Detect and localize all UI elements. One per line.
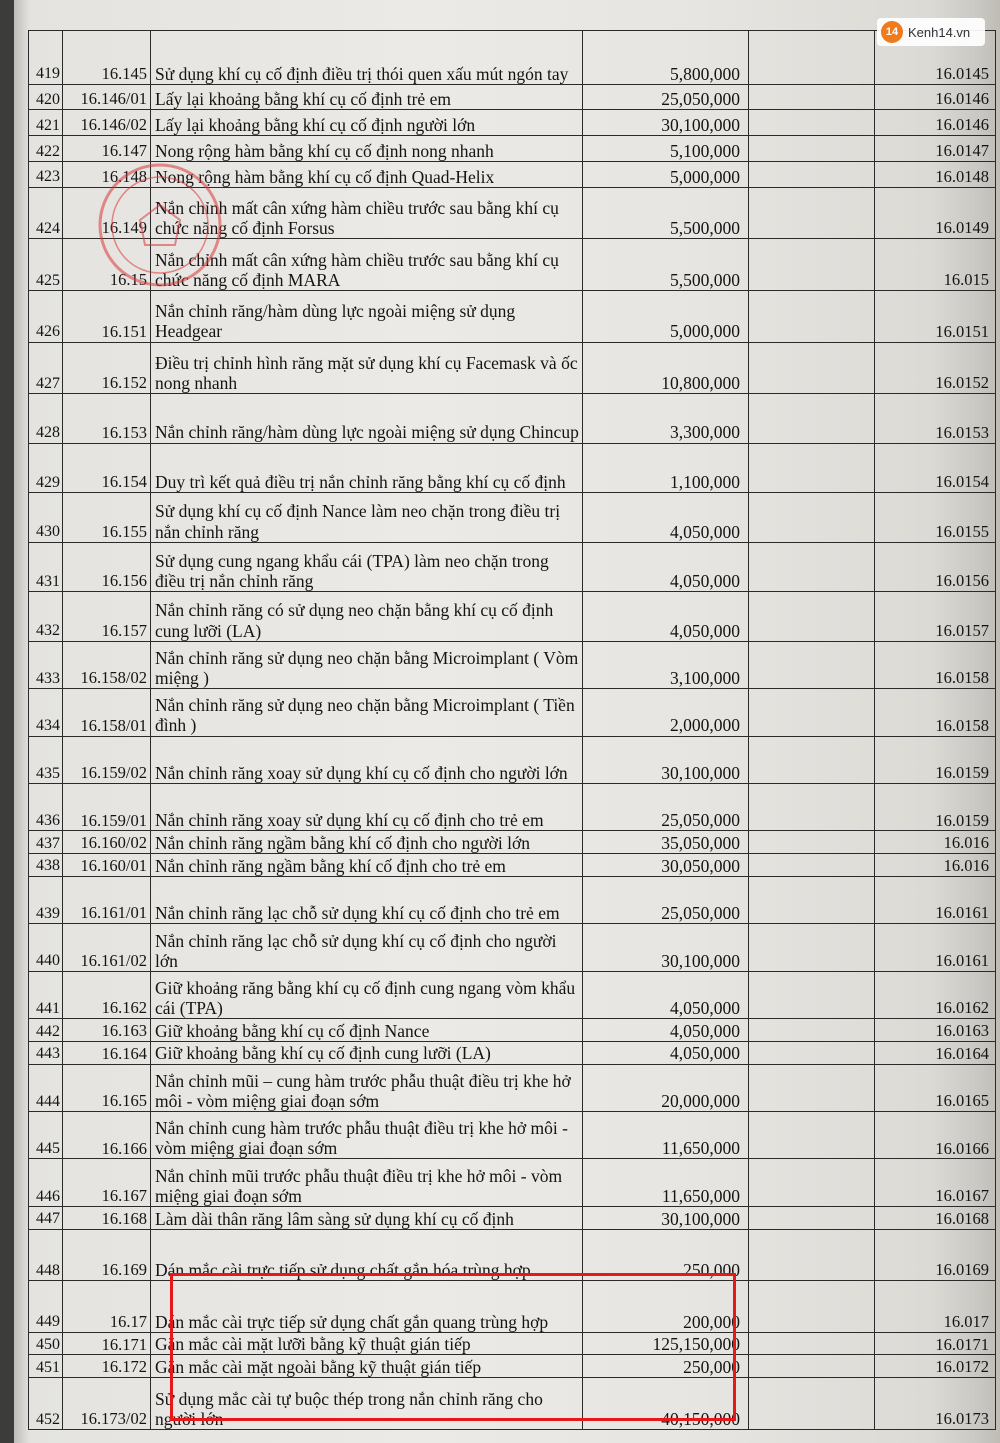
blank-cell (749, 394, 875, 444)
blank-cell (749, 31, 875, 85)
table-row (29, 736, 996, 783)
service-price: 25,050,000 (583, 784, 749, 831)
blank-cell (749, 161, 875, 187)
reference-code: 16.0172 (875, 1355, 996, 1378)
service-code: 16.161/01 (63, 876, 151, 923)
reference-code: 16.0159 (875, 784, 996, 831)
row-number: 438 (29, 854, 63, 877)
row-number: 429 (29, 443, 63, 493)
reference-code: 16.0152 (875, 342, 996, 394)
reference-code: 16.0155 (875, 493, 996, 543)
service-price: 3,100,000 (583, 641, 749, 688)
reference-code: 16.0151 (875, 290, 996, 342)
reference-code: 16.0169 (875, 1229, 996, 1281)
row-number: 428 (29, 394, 63, 444)
table-row (29, 924, 996, 971)
blank-cell (749, 736, 875, 783)
reference-code: 16.0157 (875, 592, 996, 642)
service-price: 250,000 (583, 1355, 749, 1378)
table-row (29, 831, 996, 854)
service-name: Sử dụng khí cụ cố định điều trị thói quen xấu mút ngón tay (151, 31, 583, 85)
service-price: 5,000,000 (583, 290, 749, 342)
service-code: 16.161/02 (63, 924, 151, 971)
table-row (29, 1378, 996, 1430)
reference-code: 16.015 (875, 239, 996, 291)
blank-cell (749, 592, 875, 642)
service-price: 200,000 (583, 1281, 749, 1333)
row-number: 447 (29, 1206, 63, 1229)
service-code: 16.17 (63, 1281, 151, 1333)
service-name: Sử dụng mắc cài tự buộc thép trong nắn chỉnh răng cho người lớn (151, 1378, 583, 1430)
reference-code: 16.0161 (875, 876, 996, 923)
service-price: 5,100,000 (583, 136, 749, 162)
service-name: Giữ khoảng bằng khí cụ cố định Nance (151, 1019, 583, 1042)
blank-cell (749, 187, 875, 239)
service-price: 1,100,000 (583, 443, 749, 493)
row-number: 425 (29, 239, 63, 291)
table-row (29, 592, 996, 642)
service-name: Nong rộng hàm bằng khí cụ cố định nong nhanh (151, 136, 583, 162)
service-name: Giữ khoảng bằng khí cụ cố định cung lưỡi (LA) (151, 1041, 583, 1064)
service-name: Nắn chỉnh răng sử dụng neo chặn bằng Microimplant ( Vòm miệng ) (151, 641, 583, 688)
service-price: 4,050,000 (583, 592, 749, 642)
service-price: 250,000 (583, 1229, 749, 1281)
table-row (29, 1019, 996, 1042)
service-price: 4,050,000 (583, 971, 749, 1018)
table-row (29, 110, 996, 136)
kenh14-site-name: Kenh14.vn (908, 24, 971, 40)
service-price: 2,000,000 (583, 689, 749, 736)
row-number: 441 (29, 971, 63, 1018)
service-price: 11,650,000 (583, 1159, 749, 1206)
table-row (29, 31, 996, 85)
service-name: Nắn chỉnh răng ngầm bằng khí cố định cho trẻ em (151, 854, 583, 877)
row-number: 423 (29, 161, 63, 187)
reference-code: 16.0168 (875, 1206, 996, 1229)
table-row (29, 1112, 996, 1159)
service-code: 16.160/02 (63, 831, 151, 854)
table-row (29, 239, 996, 291)
reference-code: 16.0166 (875, 1112, 996, 1159)
service-price: 5,500,000 (583, 187, 749, 239)
reference-code: 16.0167 (875, 1159, 996, 1206)
blank-cell (749, 1206, 875, 1229)
service-name: Điều trị chỉnh hình răng mặt sử dụng khí cụ Facemask và ốc nong nhanh (151, 342, 583, 394)
row-number: 435 (29, 736, 63, 783)
row-number: 449 (29, 1281, 63, 1333)
row-number: 434 (29, 689, 63, 736)
row-number: 437 (29, 831, 63, 854)
row-number: 450 (29, 1332, 63, 1355)
blank-cell (749, 971, 875, 1018)
blank-cell (749, 854, 875, 877)
kenh14-watermark (877, 18, 985, 46)
service-code: 16.171 (63, 1332, 151, 1355)
service-price: 3,300,000 (583, 394, 749, 444)
service-code: 16.157 (63, 592, 151, 642)
blank-cell (749, 641, 875, 688)
service-code: 16.169 (63, 1229, 151, 1281)
service-code: 16.155 (63, 493, 151, 543)
service-price: 125,150,000 (583, 1332, 749, 1355)
service-name: Nắn chỉnh răng xoay sử dụng khí cụ cố định cho trẻ em (151, 784, 583, 831)
row-number: 442 (29, 1019, 63, 1042)
service-name: Nắn chỉnh mũi trước phẫu thuật điều trị khe hở môi - vòm miệng giai đoạn sớm (151, 1159, 583, 1206)
service-price: 20,000,000 (583, 1064, 749, 1111)
service-code: 16.152 (63, 342, 151, 394)
table-row (29, 689, 996, 736)
service-code: 16.166 (63, 1112, 151, 1159)
service-code: 16.172 (63, 1355, 151, 1378)
service-code: 16.165 (63, 1064, 151, 1111)
service-code: 16.158/02 (63, 641, 151, 688)
table-row (29, 971, 996, 1018)
table-row (29, 1041, 996, 1064)
reference-code: 16.0161 (875, 924, 996, 971)
table-row (29, 542, 996, 592)
row-number: 422 (29, 136, 63, 162)
table-row (29, 161, 996, 187)
reference-code: 16.0162 (875, 971, 996, 1018)
price-table (28, 30, 996, 1430)
service-code: 16.145 (63, 31, 151, 85)
reference-code: 16.0156 (875, 542, 996, 592)
table-row (29, 1206, 996, 1229)
service-name: Dán mắc cài trực tiếp sử dụng chất gắn quang trùng hợp (151, 1281, 583, 1333)
blank-cell (749, 1378, 875, 1430)
row-number: 451 (29, 1355, 63, 1378)
service-name: Gắn mắc cài mặt lưỡi bằng kỹ thuật gián tiếp (151, 1332, 583, 1355)
service-name: Lấy lại khoảng bằng khí cụ cố định trẻ em (151, 84, 583, 110)
service-name: Nắn chỉnh răng lạc chỗ sử dụng khí cụ cố định cho trẻ em (151, 876, 583, 923)
blank-cell (749, 784, 875, 831)
table-row (29, 1229, 996, 1281)
service-code: 16.156 (63, 542, 151, 592)
blank-cell (749, 1112, 875, 1159)
service-code: 16.146/02 (63, 110, 151, 136)
table-row (29, 784, 996, 831)
table-row (29, 136, 996, 162)
service-code: 16.148 (63, 161, 151, 187)
service-name: Nắn chỉnh răng/hàm dùng lực ngoài miệng sử dụng Chincup (151, 394, 583, 444)
service-name: Nắn chỉnh răng ngầm bằng khí cố định cho người lớn (151, 831, 583, 854)
service-name: Nắn chỉnh răng xoay sử dụng khí cụ cố định cho người lớn (151, 736, 583, 783)
kenh14-badge: 14 (881, 21, 903, 43)
service-price: 4,050,000 (583, 1019, 749, 1042)
row-number: 446 (29, 1159, 63, 1206)
service-price: 4,050,000 (583, 542, 749, 592)
reference-code: 16.017 (875, 1281, 996, 1333)
table-row (29, 84, 996, 110)
service-name: Nắn chỉnh răng/hàm dùng lực ngoài miệng sử dụng Headgear (151, 290, 583, 342)
price-table-body (29, 31, 996, 1430)
row-number: 443 (29, 1041, 63, 1064)
blank-cell (749, 239, 875, 291)
service-code: 16.167 (63, 1159, 151, 1206)
reference-code: 16.0147 (875, 136, 996, 162)
row-number: 452 (29, 1378, 63, 1430)
row-number: 440 (29, 924, 63, 971)
service-code: 16.160/01 (63, 854, 151, 877)
service-price: 30,100,000 (583, 736, 749, 783)
blank-cell (749, 493, 875, 543)
blank-cell (749, 84, 875, 110)
service-price: 11,650,000 (583, 1112, 749, 1159)
reference-code: 16.0163 (875, 1019, 996, 1042)
service-code: 16.159/01 (63, 784, 151, 831)
service-name: Nắn chỉnh cung hàm trước phẫu thuật điều trị khe hở môi - vòm miệng giai đoạn sớm (151, 1112, 583, 1159)
table-row (29, 1281, 996, 1333)
blank-cell (749, 136, 875, 162)
row-number: 444 (29, 1064, 63, 1111)
reference-code: 16.0158 (875, 689, 996, 736)
service-code: 16.158/01 (63, 689, 151, 736)
blank-cell (749, 1064, 875, 1111)
service-price: 25,050,000 (583, 876, 749, 923)
service-code: 16.149 (63, 187, 151, 239)
blank-cell (749, 342, 875, 394)
blank-cell (749, 1041, 875, 1064)
table-row (29, 493, 996, 543)
service-price: 5,000,000 (583, 161, 749, 187)
blank-cell (749, 110, 875, 136)
reference-code: 16.0159 (875, 736, 996, 783)
row-number: 436 (29, 784, 63, 831)
table-row (29, 342, 996, 394)
service-name: Nắn chỉnh răng sử dụng neo chặn bằng Microimplant ( Tiền đình ) (151, 689, 583, 736)
reference-code: 16.016 (875, 854, 996, 877)
row-number: 448 (29, 1229, 63, 1281)
reference-code: 16.0146 (875, 110, 996, 136)
row-number: 426 (29, 290, 63, 342)
service-name: Lấy lại khoảng bằng khí cụ cố định người lớn (151, 110, 583, 136)
blank-cell (749, 1229, 875, 1281)
table-row (29, 1355, 996, 1378)
blank-cell (749, 443, 875, 493)
service-name: Nắn chỉnh răng lạc chỗ sử dụng khí cụ cố định cho người lớn (151, 924, 583, 971)
blank-cell (749, 876, 875, 923)
service-price: 10,800,000 (583, 342, 749, 394)
reference-code: 16.0158 (875, 641, 996, 688)
service-name: Làm dài thân răng lâm sàng sử dụng khí cụ cố định (151, 1206, 583, 1229)
reference-code: 16.0154 (875, 443, 996, 493)
row-number: 421 (29, 110, 63, 136)
blank-cell (749, 1355, 875, 1378)
service-code: 16.146/01 (63, 84, 151, 110)
service-code: 16.154 (63, 443, 151, 493)
table-row (29, 1332, 996, 1355)
service-price: 30,100,000 (583, 110, 749, 136)
service-name: Nắn chỉnh mất cân xứng hàm chiều trước sau bằng khí cụ chức năng cố định MARA (151, 239, 583, 291)
table-row (29, 187, 996, 239)
service-code: 16.162 (63, 971, 151, 1018)
row-number: 431 (29, 542, 63, 592)
service-price: 4,050,000 (583, 493, 749, 543)
table-row (29, 1159, 996, 1206)
row-number: 419 (29, 31, 63, 85)
service-name: Sử dụng cung ngang khẩu cái (TPA) làm neo chặn trong điều trị nắn chỉnh răng (151, 542, 583, 592)
service-code: 16.151 (63, 290, 151, 342)
service-name: Dán mắc cài trực tiếp sử dụng chất gắn hóa trùng hợp (151, 1229, 583, 1281)
reference-code: 16.0171 (875, 1332, 996, 1355)
service-name: Sử dụng khí cụ cố định Nance làm neo chặn trong điều trị nắn chỉnh răng (151, 493, 583, 543)
row-number: 433 (29, 641, 63, 688)
table-row (29, 641, 996, 688)
service-code: 16.163 (63, 1019, 151, 1042)
table-row (29, 394, 996, 444)
blank-cell (749, 831, 875, 854)
table-row (29, 290, 996, 342)
table-row (29, 1064, 996, 1111)
service-code: 16.15 (63, 239, 151, 291)
reference-code: 16.0164 (875, 1041, 996, 1064)
service-price: 4,050,000 (583, 1041, 749, 1064)
service-code: 16.164 (63, 1041, 151, 1064)
service-price: 30,100,000 (583, 1206, 749, 1229)
row-number: 445 (29, 1112, 63, 1159)
blank-cell (749, 1019, 875, 1042)
blank-cell (749, 1159, 875, 1206)
service-code: 16.173/02 (63, 1378, 151, 1430)
reference-code: 16.0173 (875, 1378, 996, 1430)
blank-cell (749, 689, 875, 736)
reference-code: 16.0145 (875, 31, 996, 85)
service-code: 16.147 (63, 136, 151, 162)
service-name: Giữ khoảng răng bằng khí cụ cố định cung ngang vòm khẩu cái (TPA) (151, 971, 583, 1018)
service-code: 16.153 (63, 394, 151, 444)
table-row (29, 443, 996, 493)
blank-cell (749, 1332, 875, 1355)
service-name: Gắn mắc cài mặt ngoài bằng kỹ thuật gián tiếp (151, 1355, 583, 1378)
row-number: 427 (29, 342, 63, 394)
row-number: 424 (29, 187, 63, 239)
service-name: Nong rộng hàm bằng khí cụ cố định Quad-Helix (151, 161, 583, 187)
reference-code: 16.0148 (875, 161, 996, 187)
blank-cell (749, 924, 875, 971)
blank-cell (749, 1281, 875, 1333)
service-price: 35,050,000 (583, 831, 749, 854)
row-number: 420 (29, 84, 63, 110)
service-name: Nắn chỉnh răng có sử dụng neo chặn bằng khí cụ cố định cung lưỡi (LA) (151, 592, 583, 642)
service-price: 40,150,000 (583, 1378, 749, 1430)
blank-cell (749, 542, 875, 592)
service-code: 16.159/02 (63, 736, 151, 783)
reference-code: 16.0165 (875, 1064, 996, 1111)
service-code: 16.168 (63, 1206, 151, 1229)
service-price: 25,050,000 (583, 84, 749, 110)
service-name: Nắn chỉnh mất cân xứng hàm chiều trước sau bằng khí cụ chức năng cố định Forsus (151, 187, 583, 239)
reference-code: 16.0153 (875, 394, 996, 444)
row-number: 430 (29, 493, 63, 543)
service-price: 5,800,000 (583, 31, 749, 85)
service-price: 30,100,000 (583, 924, 749, 971)
service-price: 30,050,000 (583, 854, 749, 877)
service-name: Duy trì kết quả điều trị nắn chỉnh răng bằng khí cụ cố định (151, 443, 583, 493)
row-number: 439 (29, 876, 63, 923)
reference-code: 16.0146 (875, 84, 996, 110)
service-name: Nắn chỉnh mũi – cung hàm trước phẫu thuật điều trị khe hở môi - vòm miệng giai đoạn sớm (151, 1064, 583, 1111)
row-number: 432 (29, 592, 63, 642)
reference-code: 16.016 (875, 831, 996, 854)
table-row (29, 876, 996, 923)
table-row (29, 854, 996, 877)
service-price: 5,500,000 (583, 239, 749, 291)
reference-code: 16.0149 (875, 187, 996, 239)
blank-cell (749, 290, 875, 342)
